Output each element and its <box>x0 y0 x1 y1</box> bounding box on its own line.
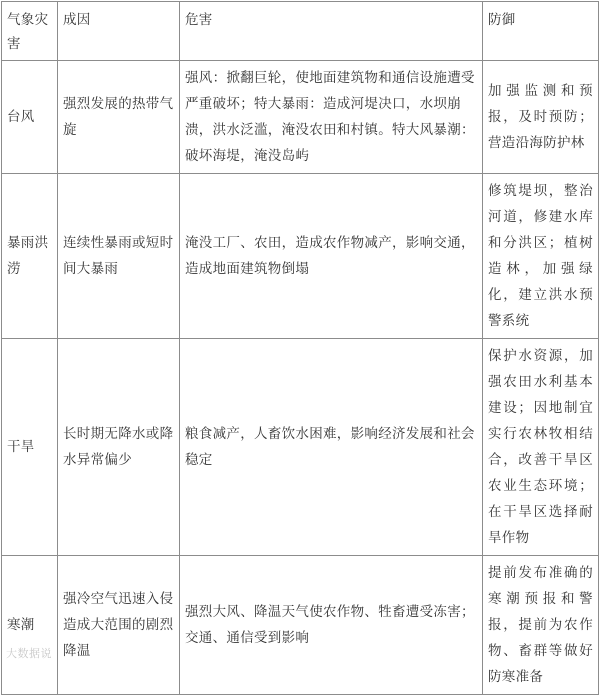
table-row-rainstorm-flood <box>2 174 599 339</box>
cell-cause: 长时期无降水或降水异常偏少 <box>58 339 180 556</box>
table-row-typhoon <box>2 61 599 174</box>
header-disaster: 气象灾害 <box>2 2 58 61</box>
cell-defense: 修筑堤坝，整治河道，修建水库和分洪区；植树造林，加强绿化，建立洪水预警系统 <box>483 174 599 339</box>
watermark <box>6 645 52 661</box>
header-hazard: 危害 <box>180 2 483 61</box>
header-defense: 防御 <box>483 2 599 61</box>
table-row-drought <box>2 339 599 556</box>
cell-disaster: 暴雨洪涝 <box>2 174 58 339</box>
cell-defense: 加强监测和预报，及时预防；营造沿海防护林 <box>483 61 599 174</box>
watermark-text: 大数据说 <box>6 647 52 660</box>
table-header-row <box>2 2 599 61</box>
cell-disaster: 干旱 <box>2 339 58 556</box>
cell-hazard: 强风：掀翻巨轮，使地面建筑物和通信设施遭受严重破坏；特大暴雨：造成河堤决口，水坝崩溃，洪水泛滥，淹没农田和村镇。特大风暴潮：破坏海堤，淹没岛屿 <box>180 61 483 174</box>
cell-cause: 强烈发展的热带气旋 <box>58 61 180 174</box>
cell-hazard: 粮食减产，人畜饮水困难，影响经济发展和社会稳定 <box>180 339 483 556</box>
cell-defense: 保护水资源，加强农田水利基本建设；因地制宜实行农林牧相结合，改善干旱区农业生态环境；在干旱区选择耐旱作物 <box>483 339 599 556</box>
cell-cause: 连续性暴雨或短时间大暴雨 <box>58 174 180 339</box>
cell-defense: 提前发布准确的寒潮预报和警报，提前为农作物、畜群等做好防寒准备 <box>483 556 599 695</box>
meteorological-disaster-table <box>1 1 599 695</box>
header-cause: 成因 <box>58 2 180 61</box>
cell-hazard: 强烈大风、降温天气使农作物、牲畜遭受冻害；交通、通信受到影响 <box>180 556 483 695</box>
cell-disaster: 台风 <box>2 61 58 174</box>
cell-disaster: 寒潮 <box>2 556 58 695</box>
table-row-cold-wave <box>2 556 599 695</box>
cell-cause: 强冷空气迅速入侵造成大范围的剧烈降温 <box>58 556 180 695</box>
cell-hazard: 淹没工厂、农田，造成农作物减产，影响交通，造成地面建筑物倒塌 <box>180 174 483 339</box>
